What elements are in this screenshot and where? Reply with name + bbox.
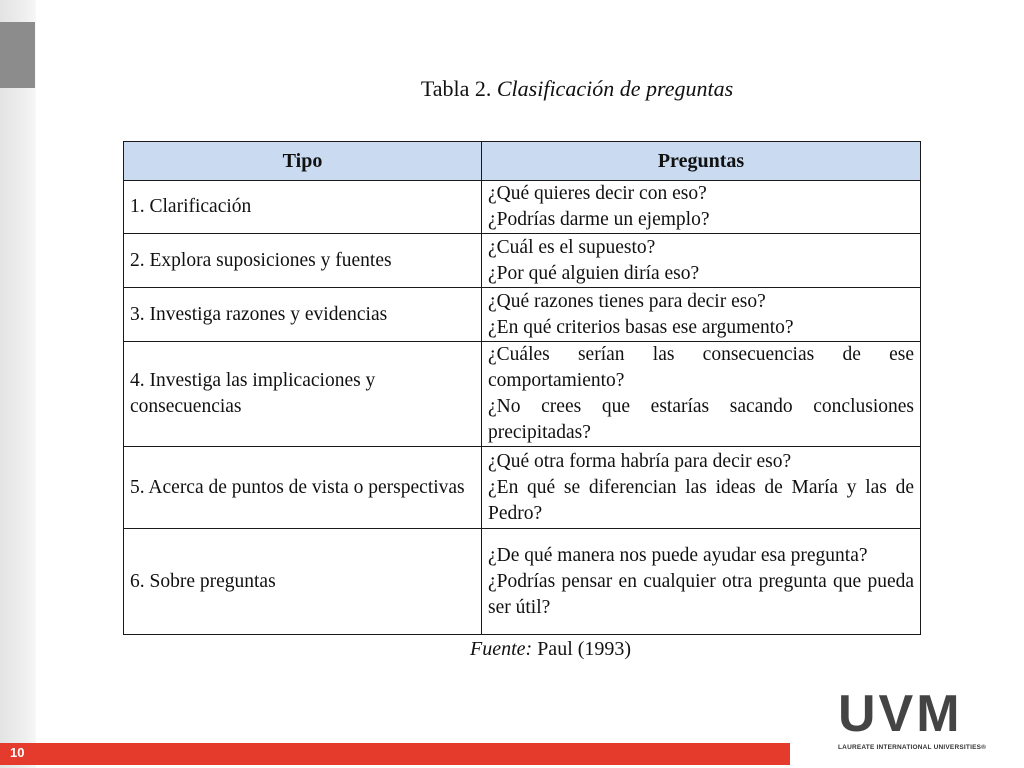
question-text: ¿Por qué alguien diría eso? bbox=[488, 262, 700, 284]
cell-preguntas bbox=[482, 342, 921, 447]
cell-preguntas bbox=[482, 234, 921, 288]
uvm-logo bbox=[838, 685, 1010, 758]
question-text: ¿Qué razones tienes para decir eso? bbox=[488, 290, 766, 312]
question-text: ¿No crees que estarías sacando conclusiones precipitadas? bbox=[488, 396, 914, 443]
question-text: ¿Qué otra forma habría para decir eso? bbox=[488, 450, 792, 472]
cell-tipo: 4. Investiga las implicaciones y consecuencias bbox=[124, 342, 482, 447]
table-source bbox=[470, 638, 631, 661]
table-row bbox=[124, 529, 921, 635]
footer-bar bbox=[0, 743, 790, 765]
page-number: 10 bbox=[10, 745, 25, 760]
cell-preguntas bbox=[482, 529, 921, 635]
logo-name: UVM bbox=[838, 685, 963, 743]
source-text: Paul (1993) bbox=[537, 638, 632, 660]
header-preguntas: Preguntas bbox=[482, 142, 921, 181]
cell-tipo: 5. Acerca de puntos de vista o perspectivas bbox=[124, 447, 482, 529]
table-header-row bbox=[124, 142, 921, 181]
header-tipo: Tipo bbox=[124, 142, 482, 181]
caption-title: Clasificación de preguntas bbox=[496, 76, 734, 101]
table-caption bbox=[0, 76, 1024, 102]
left-decor-strip bbox=[0, 0, 36, 768]
cell-tipo: 3. Investiga razones y evidencias bbox=[124, 288, 482, 342]
question-text: ¿En qué se diferencian las ideas de María y las de Pedro? bbox=[488, 476, 914, 524]
logo-tagline: LAUREATE INTERNATIONAL UNIVERSITIES® bbox=[838, 744, 987, 751]
cell-preguntas bbox=[482, 447, 921, 529]
table-row bbox=[124, 447, 921, 529]
cell-tipo: 2. Explora suposiciones y fuentes bbox=[124, 234, 482, 288]
question-text: ¿Cuáles serían las consecuencias de ese comportamiento? bbox=[488, 344, 914, 391]
cell-tipo: 6. Sobre preguntas bbox=[124, 529, 482, 635]
cell-preguntas bbox=[482, 181, 921, 234]
table-row bbox=[124, 181, 921, 234]
cell-tipo: 1. Clarificación bbox=[124, 181, 482, 234]
question-text: ¿De qué manera nos puede ayudar esa pregunta? bbox=[488, 544, 868, 566]
question-text: ¿Podrías darme un ejemplo? bbox=[488, 209, 710, 230]
question-text: ¿Qué quieres decir con eso? bbox=[488, 183, 707, 204]
source-label: Fuente: bbox=[470, 638, 533, 660]
table-row bbox=[124, 342, 921, 447]
question-text: ¿Podrías pensar en cualquier otra pregunta que pueda ser útil? bbox=[488, 570, 914, 618]
questions-table bbox=[123, 141, 921, 635]
question-text: ¿En qué criterios basas ese argumento? bbox=[488, 316, 794, 338]
table-row bbox=[124, 234, 921, 288]
table-row bbox=[124, 288, 921, 342]
question-text: ¿Cuál es el supuesto? bbox=[488, 236, 656, 258]
caption-prefix: Tabla 2. bbox=[420, 76, 492, 101]
cell-preguntas bbox=[482, 288, 921, 342]
